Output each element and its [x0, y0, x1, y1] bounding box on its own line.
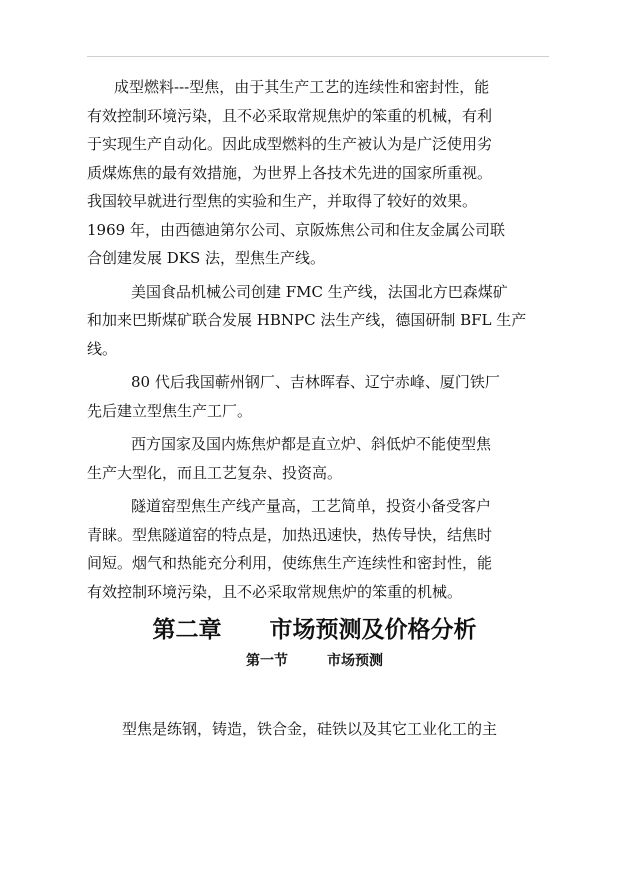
- paragraph-domestic-plants: [87, 368, 542, 425]
- text-line: 西方国家及国内炼焦炉都是直立炉、斜低炉不能使型焦: [131, 435, 492, 453]
- text-line: 有效控制环境污染，且不必采取常规焦炉的笨重的机械，有利: [87, 106, 493, 125]
- section-heading: 第一节 市场预测: [246, 653, 383, 669]
- paragraph-formed-fuel: [87, 73, 542, 273]
- text-line: 和加来巴斯煤矿联合发展 HBNPC 法生产线，德国研制 BFL 生产: [87, 311, 527, 329]
- document-body: [87, 73, 542, 744]
- text-line: 质煤炼焦的最有效措施，为世界上各技术先进的国家所重视。: [87, 163, 493, 182]
- text-line: 合创建发展 DKS 法，型焦生产线。: [87, 249, 326, 267]
- text-line: 型焦是练钢，铸造，铁合金，硅铁以及其它工业化工的主: [122, 720, 498, 738]
- text-line: 成型燃料---型焦，由于其生产工艺的连续性和密封性，能: [114, 78, 490, 96]
- text-line: 有效控制环境污染，且不必采取常规焦炉的笨重的机械。: [87, 582, 463, 601]
- text-line: 先后建立型焦生产工厂。: [87, 401, 253, 420]
- chapter-heading: 第二章 市场预测及价格分析: [152, 617, 477, 643]
- paragraph-furnace-types: [87, 430, 542, 487]
- text-line: 于实现生产自动化。因此成型燃料的生产被认为是广泛使用劣: [87, 135, 493, 153]
- text-line: 线。: [87, 339, 118, 358]
- text-line: 美国食品机械公司创建 FMC 生产线，法国北方巴森煤矿: [131, 282, 508, 301]
- text-line: 1969 年，由西德迪第尔公司、京阪炼焦公司和住友金属公司联: [87, 220, 505, 239]
- text-line: 80 代后我国蕲州钢厂、吉林晖春、辽宁赤峰、厦门铁厂: [131, 373, 500, 391]
- text-line: 间短。烟气和热能充分利用，使练焦生产连续性和密封性，能: [87, 554, 493, 572]
- paragraph-foreign-lines: [87, 278, 542, 364]
- paragraph-tunnel-kiln: [87, 492, 542, 606]
- text-line: 隧道窑型焦生产线产量高，工艺简单，投资小备受客户: [131, 497, 492, 515]
- page-header-rule: [87, 56, 549, 57]
- text-line: 生产大型化，而且工艺复杂、投资高。: [87, 463, 343, 482]
- text-line: 青睐。型焦隧道窑的特点是，加热迅速快，热传导快，结焦时: [87, 525, 493, 544]
- text-line: 我国较早就进行型焦的实验和生产，并取得了较好的效果。: [87, 192, 478, 210]
